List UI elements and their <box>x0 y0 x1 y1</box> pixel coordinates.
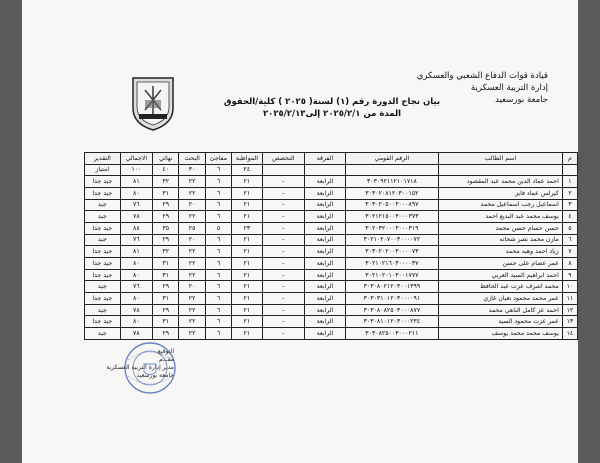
table-cell: ٢ <box>562 187 577 199</box>
document-page <box>22 0 578 463</box>
table-cell: ٢١ <box>232 328 262 340</box>
table-cell: عمر عزت محمود السيد <box>439 316 563 328</box>
table-cell: ٢١ <box>232 281 262 293</box>
table-row <box>85 176 578 188</box>
max-score-cell <box>562 164 577 176</box>
table-cell: ٧٨ <box>120 211 152 223</box>
max-score-cell <box>439 164 563 176</box>
table-cell: ١٤ <box>562 328 577 340</box>
table-cell: ٨٠ <box>120 258 152 270</box>
table-cell: ٢١ <box>232 293 262 305</box>
table-cell: ٢٢ <box>179 304 205 316</box>
table-cell: ٣٠٣٠٨٠٨٢٥٠٣٠٠٠٨٧٧ <box>345 304 438 316</box>
table-cell: احمد عماد الدين محمد عبد المقصود <box>439 176 563 188</box>
table-cell: الرابعة <box>305 293 346 305</box>
max-score-cell: ٣٠ <box>179 164 205 176</box>
table-row <box>85 293 578 305</box>
table-cell: ٣٠٣٠٢٠٢٠٠٣٠٠٠٠٧٣ <box>345 246 438 258</box>
table-cell: ٢٢ <box>179 246 205 258</box>
table-row <box>85 258 578 270</box>
table-row <box>85 187 578 199</box>
table-cell: ٦ <box>205 281 231 293</box>
table-cell: ٢٩ <box>153 234 179 246</box>
table-cell: - <box>262 258 305 270</box>
course-title: بيان نجاح الدورة رقم (١) لسنة( ٢٠٢٥ ) كلية/الحقوق <box>223 97 441 107</box>
table-cell: ٣٠٢٠٣٢٠٠٠٣٠٠٠٣١٩ <box>345 222 438 234</box>
table-cell: ٣١ <box>153 269 179 281</box>
header-line-2: إدارة التربية العسكرية <box>470 83 548 93</box>
table-cell: ٣٥ <box>153 222 179 234</box>
table-cell: ٢٩ <box>153 304 179 316</box>
signature-university: جامعة بورسعيد <box>136 372 174 379</box>
table-cell: ٢٢ <box>179 328 205 340</box>
table-cell: ٢٢ <box>179 269 205 281</box>
table-cell: ٢١ <box>232 316 262 328</box>
table-cell: ٦ <box>205 199 231 211</box>
table-row <box>85 304 578 316</box>
table-cell: ٢٩ <box>153 281 179 293</box>
table-cell: ٣٠٣٠٨٢٥٠٠٣٠٠٠٢١١ <box>345 328 438 340</box>
table-cell: ٧٦ <box>120 199 152 211</box>
signature-label: التوقيع <box>157 348 174 355</box>
table-cell: ٧ <box>562 246 577 258</box>
table-cell: يوسف محمد محمد يوسف <box>439 328 563 340</box>
table-cell: - <box>262 246 305 258</box>
table-cell: ٨٠ <box>120 293 152 305</box>
table-body <box>85 164 578 339</box>
column-header: التخصص <box>262 153 305 165</box>
table-cell: ٧٨ <box>120 304 152 316</box>
signature-rank: مقـدم <box>159 356 174 363</box>
max-score-cell: ٤٠ <box>153 164 179 176</box>
table-cell: جيد <box>85 281 121 293</box>
table-cell: الرابعة <box>305 269 346 281</box>
table-cell: ٧٨ <box>120 328 152 340</box>
table-cell: ٢٠ <box>179 281 205 293</box>
table-cell: ٨٨ <box>120 222 152 234</box>
column-header: المواظبة <box>232 153 262 165</box>
table-cell: ٢٩ <box>153 211 179 223</box>
table-cell: جيد جدا <box>85 293 121 305</box>
table-cell: - <box>262 211 305 223</box>
document-titles <box>222 96 442 120</box>
table-row <box>85 222 578 234</box>
table-cell: ٨٠ <box>120 316 152 328</box>
header-line-1: قيادة قوات الدفاع الشعبي والعسكري <box>416 71 548 81</box>
table-cell: محمد اشرف عزت عبد الحافظ <box>439 281 563 293</box>
table-cell: ٦ <box>205 258 231 270</box>
table-cell: ٣٠٢١٠٢١٦٠٣٠٠٠٠٣٧ <box>345 258 438 270</box>
column-header: الفرقة <box>305 153 346 165</box>
table-cell: ٣٠٢١٢١٥٠٠٣٠٠٠٣٧٣ <box>345 211 438 223</box>
table-cell: - <box>262 187 305 199</box>
table-cell: جيد <box>85 234 121 246</box>
table-cell: - <box>262 316 305 328</box>
table-row <box>85 199 578 211</box>
table-cell: ٥ <box>562 222 577 234</box>
table-cell: جيد <box>85 328 121 340</box>
table-cell: ٧٦ <box>120 281 152 293</box>
table-cell: - <box>262 222 305 234</box>
table-cell: ٢١ <box>232 187 262 199</box>
table-cell: ٨١ <box>120 246 152 258</box>
table-cell: كيرلس عماد فايز <box>439 187 563 199</box>
table-cell: ٢١ <box>232 199 262 211</box>
table-cell: ٦ <box>205 234 231 246</box>
column-header: الرقم القومي <box>345 153 438 165</box>
max-score-cell <box>305 164 346 176</box>
table-cell: الرابعة <box>305 258 346 270</box>
table-cell: ٣١ <box>153 258 179 270</box>
table-cell: ٦ <box>205 269 231 281</box>
table-cell: ٣٢ <box>153 246 179 258</box>
table-cell: ١ <box>562 176 577 188</box>
table-cell: ٨٠ <box>120 187 152 199</box>
table-cell: جيد جدا <box>85 187 121 199</box>
table-cell: ٣١ <box>153 316 179 328</box>
table-cell: يوسف محمد عبد البديع احمد <box>439 211 563 223</box>
table-cell: ٣٠٣٠٨١٠١٢٠٣٠٠٠٢٣٤ <box>345 316 438 328</box>
table-cell: ٣٠٣٠٣١٠١٢٠٣٠٠٠٠٩١ <box>345 293 438 305</box>
table-cell: الرابعة <box>305 234 346 246</box>
table-cell: ٦ <box>205 176 231 188</box>
table-cell: عمر عصام على حسن <box>439 258 563 270</box>
table-cell: الرابعة <box>305 316 346 328</box>
table-cell: جيد <box>85 211 121 223</box>
table-cell: ٢١ <box>232 304 262 316</box>
header-line-3: جامعة بورسعيد <box>495 95 548 105</box>
table-cell: - <box>262 281 305 293</box>
max-score-cell: ٦ <box>205 164 231 176</box>
table-cell: - <box>262 269 305 281</box>
table-row <box>85 269 578 281</box>
table-cell: ٩ <box>562 269 577 281</box>
table-cell: جيد <box>85 304 121 316</box>
table-cell: ٢٢ <box>179 187 205 199</box>
table-cell: الرابعة <box>305 176 346 188</box>
table-cell: احمد عز كامل الناهي محمد <box>439 304 563 316</box>
table-cell: ٨ <box>562 258 577 270</box>
table-row <box>85 281 578 293</box>
table-cell: ٢١ <box>232 176 262 188</box>
signature-title: مدير إدارة التربية العسكرية <box>106 364 174 371</box>
table-cell: ٦ <box>205 187 231 199</box>
table-cell: ٨٠ <box>120 269 152 281</box>
table-cell: ٢٢ <box>179 316 205 328</box>
column-header: التقدير <box>85 153 121 165</box>
table-cell: ٢١ <box>232 211 262 223</box>
table-cell: عمر محمد محمود تغيان غازي <box>439 293 563 305</box>
table-cell: ١١ <box>562 293 577 305</box>
table-cell: مازن محمد نصر شحاته <box>439 234 563 246</box>
table-cell: جيد جدا <box>85 316 121 328</box>
table-cell: الرابعة <box>305 328 346 340</box>
max-score-cell: ١٠٠ <box>120 164 152 176</box>
table-cell: ٦ <box>205 246 231 258</box>
table-cell: ٢٠ <box>179 234 205 246</box>
table-cell: ٧٦ <box>120 234 152 246</box>
table-cell: ٣ <box>562 199 577 211</box>
table-cell: - <box>262 328 305 340</box>
table-cell: ١٣ <box>562 316 577 328</box>
table-cell: ٦ <box>205 328 231 340</box>
results-table <box>84 152 578 340</box>
table-cell: ٣١ <box>153 293 179 305</box>
table-cell: جيد جدا <box>85 246 121 258</box>
table-cell: ٦ <box>562 234 577 246</box>
table-cell: جيد جدا <box>85 176 121 188</box>
table-cell: ٢٢ <box>179 211 205 223</box>
table-cell: ٢٢ <box>179 258 205 270</box>
max-scores-row <box>85 164 578 176</box>
table-cell: ٥ <box>205 222 231 234</box>
table-cell: اسماعيل رجب اسماعيل محمد <box>439 199 563 211</box>
table-cell: ٢١ <box>232 258 262 270</box>
table-cell: زياد احمد وهيه محمد <box>439 246 563 258</box>
table-cell: حسن حسام حسن محمد <box>439 222 563 234</box>
table-cell: - <box>262 304 305 316</box>
table-cell: ٢١ <box>232 269 262 281</box>
table-cell: ٦ <box>205 304 231 316</box>
table-cell: جيد جدا <box>85 269 121 281</box>
course-period: المدة من ٢٠٢٥/٢/١ إلى٢٠٢٥/٢/١٣ <box>262 109 402 119</box>
column-header: البحث <box>179 153 205 165</box>
table-cell: ٣٠٢١٠٢٠١٠٣٠٠١٧٧٧ <box>345 269 438 281</box>
table-row <box>85 234 578 246</box>
table-cell: ٢٩ <box>153 328 179 340</box>
table-row <box>85 328 578 340</box>
table-cell: ٦ <box>205 211 231 223</box>
table-cell: الرابعة <box>305 222 346 234</box>
table-cell: جيد <box>85 199 121 211</box>
table-cell: ١٠ <box>562 281 577 293</box>
table-cell: جيد جدا <box>85 258 121 270</box>
table-cell: ٢٢ <box>179 293 205 305</box>
table-cell: احمد ابراهيم السيد العربي <box>439 269 563 281</box>
table-cell: ٣٠٣٠٢٠٥٠٠٣٠٠٠٨٩٧ <box>345 199 438 211</box>
table-cell: الرابعة <box>305 211 346 223</box>
table-cell: الرابعة <box>305 281 346 293</box>
table-header-row <box>85 153 578 165</box>
column-header: اسم الطالب <box>439 153 563 165</box>
table-row <box>85 246 578 258</box>
table-cell: - <box>262 199 305 211</box>
table-cell: ٢١ <box>232 246 262 258</box>
table-cell: ٤ <box>562 211 577 223</box>
university-round-stamp-icon <box>122 340 178 396</box>
table-row <box>85 211 578 223</box>
table-cell: ٣٠٣٠٢٠٨١٢٠٣٠٠١٥٢ <box>345 187 438 199</box>
table-cell: ٢٢ <box>179 176 205 188</box>
table-cell: ٣٠٢١٠٢٠٧٠٠٣٠٠٠٠٧٢ <box>345 234 438 246</box>
table-cell: ٢٣ <box>232 222 262 234</box>
table-cell: ٦ <box>205 293 231 305</box>
column-header: الاجمالي <box>120 153 152 165</box>
table-cell: - <box>262 234 305 246</box>
table-cell: ٨١ <box>120 176 152 188</box>
table-cell: ١٢ <box>562 304 577 316</box>
column-header: نهائي <box>153 153 179 165</box>
table-cell: ٦ <box>205 316 231 328</box>
table-cell: الرابعة <box>305 304 346 316</box>
column-header: مفاجئ <box>205 153 231 165</box>
table-cell: - <box>262 293 305 305</box>
table-cell: ٢٥ <box>179 222 205 234</box>
table-cell: ٢٠ <box>179 199 205 211</box>
max-score-cell <box>345 164 438 176</box>
military-education-seal-icon <box>127 72 179 132</box>
table-cell: ٢٩ <box>153 199 179 211</box>
table-cell: الرابعة <box>305 199 346 211</box>
max-score-cell: ٢٤ <box>232 164 262 176</box>
table-cell: الرابعة <box>305 246 346 258</box>
table-cell: ٣٠٣٠٩٢١١٢١٠١٧١٨ <box>345 176 438 188</box>
table-cell: ٢١ <box>232 234 262 246</box>
table-cell: جيد جدا <box>85 222 121 234</box>
table-row <box>85 316 578 328</box>
max-score-cell: امتياز <box>85 164 121 176</box>
table-cell: ٣٢ <box>153 176 179 188</box>
column-header: م <box>562 153 577 165</box>
table-cell: - <box>262 176 305 188</box>
table-cell: ٣١ <box>153 187 179 199</box>
max-score-cell <box>262 164 305 176</box>
table-cell: الرابعة <box>305 187 346 199</box>
table-cell: ٣٠٣٠٨٠٢١٢٠٣٠٠١٣٩٩ <box>345 281 438 293</box>
